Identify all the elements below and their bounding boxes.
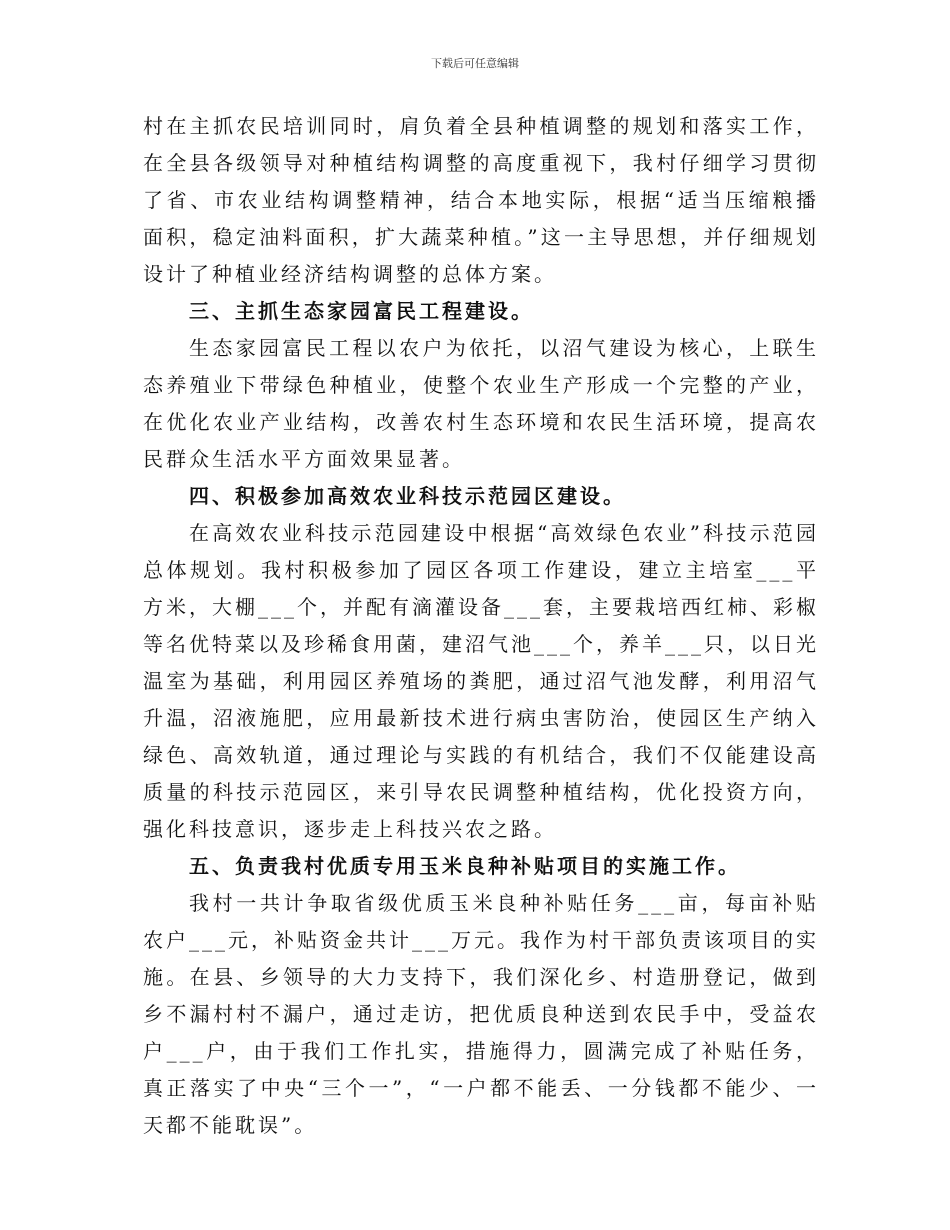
paragraph-section-4: 在高效农业科技示范园建设中根据“高效绿色农业”科技示范园总体规划。我村积极参加了园区各项工作建设，建立主培室___平方米，大棚___个，并配有滴灌设备___套，主要栽培西红柿、彩椒等名优特菜以及珍稀食用菌，建沼气池___个，养羊___只，以日光温室为基础，利用园区养殖场的粪肥，通过沼气池发酵，利用沼气升温，沼液施肥，应用最新技术进行病虫害防治，使园区生产纳入绿色、高效轨道，通过理论与实践的有机结合，我们不仅能建设高质量的科技示范园区，来引导农民调整种植结构，优化投资方向，强化科技意识，逐步走上科技兴农之路。 xyxy=(143,521,819,841)
section-heading-4: 四、积极参加高效农业科技示范园区建设。 xyxy=(189,484,626,508)
paragraph-intro: 村在主抓农民培训同时，肩负着全县种植调整的规划和落实工作，在全县各级领导对种植结构调整的高度重视下，我村仔细学习贯彻了省、市农业结构调整精神，结合本地实际，根据“适当压缩粮播面积，稳定油料面积，扩大蔬菜种植。”这一主导思想，并仔细规划设计了种植业经济结构调整的总体方案。 xyxy=(143,114,819,286)
page-header: 下载后可任意编辑 xyxy=(431,57,519,70)
paragraph-section-3: 生态家园富民工程以农户为依托，以沼气建设为核心，上联生态养殖业下带绿色种植业，使整个农业生产形成一个完整的产业，在优化农业产业结构，改善农村生态环境和农民生活环境，提高农民群众生活水平方面效果显著。 xyxy=(143,336,819,471)
paragraph-section-5: 我村一共计争取省级优质玉米良种补贴任务___亩，每亩补贴农户___元，补贴资金共计___万元。我作为村干部负责该项目的实施。在县、乡领导的大力支持下，我们深化乡、村造册登记，做到乡不漏村村不漏户，通过走访，把优质良种送到农民手中，受益农户___户，由于我们工作扎实，措施得力，圆满完成了补贴任务，真正落实了中央“三个一”，“一户都不能丢、一分钱都不能少、一天都不能耽误”。 xyxy=(143,891,819,1137)
document-body xyxy=(143,108,819,1144)
section-heading-5: 五、负责我村优质专用玉米良种补贴项目的实施工作。 xyxy=(189,854,741,878)
section-heading-3: 三、主抓生态家园富民工程建设。 xyxy=(189,299,534,323)
